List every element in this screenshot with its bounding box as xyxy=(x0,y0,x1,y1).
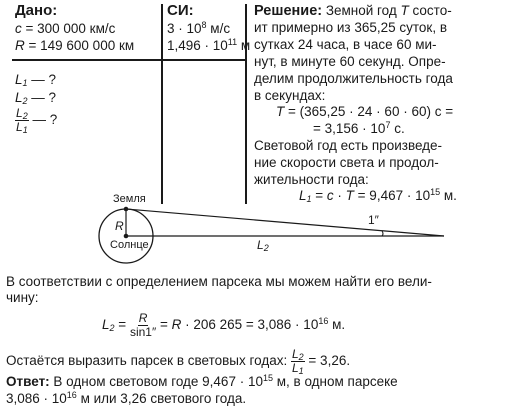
find-ratio xyxy=(15,107,57,134)
solution-text: Земной год xyxy=(322,3,401,18)
l2-label xyxy=(257,237,269,253)
si-c-unit: м/с xyxy=(206,21,231,36)
solution-line-8: ние скорости света и продол- xyxy=(254,155,439,170)
si-R-value: 1,496 · 10 xyxy=(167,38,228,53)
solution-line-4: нут, в минуте 60 секунд. Опре- xyxy=(254,54,446,69)
l2-symbol: L xyxy=(257,238,264,252)
given-heading: Дано: xyxy=(15,2,58,19)
solution-eq-1 xyxy=(276,104,453,120)
given-R-symbol: R xyxy=(15,38,25,53)
si-c-value: 3 · 10 xyxy=(167,21,202,36)
solution-line-7: Световой год есть произведе- xyxy=(254,138,443,153)
find-L2 xyxy=(15,90,56,106)
eq3-exp: 15 xyxy=(430,187,441,197)
answer-label: Ответ: xyxy=(6,374,50,389)
eq2-unit: с. xyxy=(390,121,405,136)
p2-text: Остаётся выразить парсек в световых годах: xyxy=(6,353,291,369)
formula-den: sin1″ xyxy=(129,325,157,339)
l2-sub: 2 xyxy=(263,243,269,253)
eq3-unit: м. xyxy=(440,188,457,203)
eq3-T: T xyxy=(345,188,354,203)
solution-line-3: сутках 24 часа, в часе 60 ми- xyxy=(254,37,437,52)
find-L2-symbol: $L_2$ xyxy=(15,90,28,106)
formula-R: R xyxy=(171,317,182,333)
si-R-unit: м xyxy=(237,38,251,53)
solution-line-5: делим продолжительность года xyxy=(254,71,453,86)
solution-T: T xyxy=(400,3,409,18)
given-divider-horizontal xyxy=(12,59,246,61)
eq1-T: T xyxy=(276,104,285,119)
si-R xyxy=(167,38,250,54)
answer-text-1: В одном световом годе 9,467 · 10 xyxy=(49,374,263,389)
earth-label: Земля xyxy=(113,193,146,205)
eq3-L1: $L_1$ xyxy=(299,188,312,204)
solution-divider-vertical xyxy=(245,4,247,204)
eq2-exp: 7 xyxy=(385,120,391,130)
parsec-formula xyxy=(102,312,345,339)
formula-rest: · 206 265 = 3,086 · 10 xyxy=(181,317,319,333)
find-L1-symbol: $L_1$ xyxy=(15,72,28,88)
p2-fraction: $\frac{L_2}{L_1}$ xyxy=(291,347,304,376)
solution-line-6: в секундах: xyxy=(254,88,326,103)
formula-unit: м. xyxy=(328,317,346,333)
body-paragraph-1-line-1: В соответствии с определением парсека мы можем найти его вели- xyxy=(6,274,432,289)
parallax-diagram xyxy=(0,190,514,270)
find-L1 xyxy=(15,72,56,88)
formula-L2-sub: 2 xyxy=(109,323,115,334)
solution-heading: Решение: xyxy=(254,3,323,19)
answer-line-1 xyxy=(6,374,398,390)
angle-label: 1″ xyxy=(368,213,379,227)
find-ratio-fraction: $\frac{L_2}{L_1}$ xyxy=(16,106,28,135)
find-ratio-question: — ? xyxy=(28,112,58,128)
answer-text-2a: 3,086 · 10 xyxy=(6,391,67,406)
given-c-value: = 300 000 км/с xyxy=(21,21,116,36)
si-heading: СИ: xyxy=(167,2,194,19)
p2-value: = 3,26. xyxy=(304,353,351,369)
si-c-exp: 8 xyxy=(201,20,207,30)
formula-L2: $L_2$ xyxy=(102,317,115,334)
angle-arc xyxy=(382,231,383,236)
given-divider-vertical xyxy=(161,4,163,204)
solution-text: состо- xyxy=(408,3,452,18)
find-L2-question: — ? xyxy=(27,90,57,105)
solution-line-9: жительности года: xyxy=(254,172,369,187)
given-R xyxy=(15,38,134,54)
eq2-value: = 3,156 · 10 xyxy=(313,121,386,136)
sun-label: Солнце xyxy=(110,239,149,251)
si-R-exp: 11 xyxy=(227,37,238,47)
answer-text-1b: м, в одном парсеке xyxy=(272,374,398,389)
formula-mid: = xyxy=(156,317,172,333)
eq3-value: = 9,467 · 10 xyxy=(353,188,431,203)
eq3-eq: = xyxy=(311,188,327,203)
body-paragraph-2 xyxy=(6,348,350,375)
si-c xyxy=(167,21,230,37)
earth-star-line xyxy=(126,209,444,236)
formula-exp: 16 xyxy=(318,316,329,327)
formula-fraction xyxy=(130,312,156,339)
formula-eq: = xyxy=(118,317,130,333)
given-c xyxy=(15,21,115,37)
answer-exp-1: 15 xyxy=(262,373,273,383)
eq3-dot: · xyxy=(333,188,346,203)
formula-num: R xyxy=(138,311,148,325)
body-paragraph-1-line-2: чину: xyxy=(6,290,39,305)
answer-text-2b: м или 3,26 светового года. xyxy=(76,391,247,406)
eq1-rhs: = (365,25 · 24 · 60 · 60) с = xyxy=(284,104,454,119)
eq3-c: c xyxy=(326,188,334,203)
answer-exp-2: 16 xyxy=(66,390,77,400)
solution-eq-2 xyxy=(313,121,405,137)
solution-line-1 xyxy=(254,3,452,19)
find-L1-question: — ? xyxy=(27,72,57,87)
given-R-value: = 149 600 000 км xyxy=(24,38,135,53)
answer-line-2 xyxy=(6,391,246,407)
given-c-symbol: c xyxy=(15,21,22,36)
radius-label: R xyxy=(115,219,124,233)
solution-line-2: ит примерно из 365,25 суток, в xyxy=(254,20,447,35)
